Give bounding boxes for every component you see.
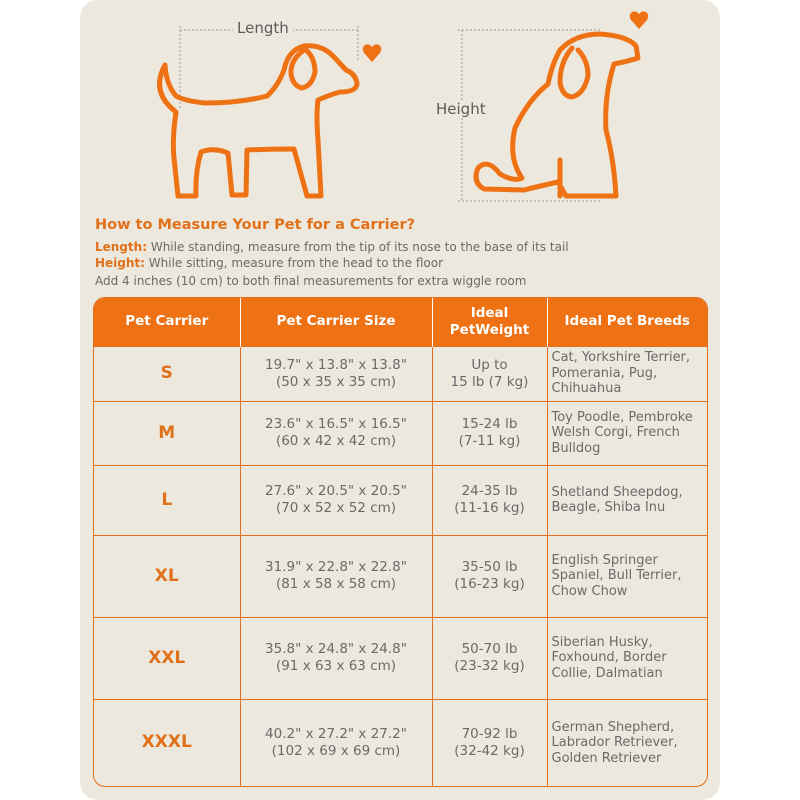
standing-dog-icon	[160, 46, 357, 196]
size-cell: M	[94, 401, 240, 465]
table-row	[94, 535, 707, 617]
dimensions-cell: 19.7" x 13.8" x 13.8" (50 x 35 x 35 cm)	[240, 346, 432, 401]
size-cell: XXXL	[94, 699, 240, 786]
dimensions-cell: 23.6" x 16.5" x 16.5" (60 x 42 x 42 cm)	[240, 401, 432, 465]
weight-cell: 50-70 lb (23-32 kg)	[432, 617, 547, 699]
weight-cell: 35-50 lb (16-23 kg)	[432, 535, 547, 617]
size-cell: XL	[94, 535, 240, 617]
header-ideal-breeds: Ideal Pet Breeds	[547, 298, 707, 346]
length-instruction	[95, 240, 569, 254]
table-header-row	[94, 298, 707, 346]
weight-cell: 70-92 lb (32-42 kg)	[432, 699, 547, 786]
length-text: While standing, measure from the tip of its nose to the base of its tail	[150, 240, 569, 254]
weight-cell: 24-35 lb (11-16 kg)	[432, 465, 547, 535]
weight-cell: Up to 15 lb (7 kg)	[432, 346, 547, 401]
table-row	[94, 465, 707, 535]
table-row	[94, 401, 707, 465]
dimensions-cell: 31.9" x 22.8" x 22.8" (81 x 58 x 58 cm)	[240, 535, 432, 617]
height-instruction	[95, 256, 443, 270]
breeds-cell: Shetland Sheepdog, Beagle, Shiba Inu	[547, 465, 707, 535]
header-carrier-size: Pet Carrier Size	[240, 298, 432, 346]
table-row	[94, 699, 707, 786]
table-row	[94, 617, 707, 699]
dimensions-cell: 27.6" x 20.5" x 20.5" (70 x 52 x 52 cm)	[240, 465, 432, 535]
length-label: Length	[233, 19, 293, 37]
guide-title: How to Measure Your Pet for a Carrier?	[95, 217, 416, 233]
size-table	[93, 297, 708, 787]
header-pet-carrier: Pet Carrier	[94, 298, 240, 346]
size-cell: L	[94, 465, 240, 535]
length-term: Length:	[95, 240, 147, 254]
breeds-cell: Cat, Yorkshire Terrier, Pomerania, Pug, Chihuahua	[547, 346, 707, 401]
measurement-illustration	[0, 0, 800, 215]
heart-icon	[630, 11, 649, 29]
height-term: Height:	[95, 256, 145, 270]
height-label: Height	[432, 100, 490, 118]
table-row	[94, 346, 707, 401]
dimensions-cell: 35.8" x 24.8" x 24.8" (91 x 63 x 63 cm)	[240, 617, 432, 699]
sitting-dog-icon	[476, 34, 638, 196]
weight-cell: 15-24 lb (7-11 kg)	[432, 401, 547, 465]
breeds-cell: Siberian Husky, Foxhound, Border Collie, Dalmatian	[547, 617, 707, 699]
size-cell: S	[94, 346, 240, 401]
header-ideal-weight: Ideal PetWeight	[432, 298, 547, 346]
breeds-cell: Toy Poodle, Pembroke Welsh Corgi, French Bulldog	[547, 401, 707, 465]
breeds-cell: German Shepherd, Labrador Retriever, Golden Retriever	[547, 699, 707, 786]
breeds-cell: English Springer Spaniel, Bull Terrier, Chow Chow	[547, 535, 707, 617]
extra-room-note: Add 4 inches (10 cm) to both final measurements for extra wiggle room	[95, 274, 527, 288]
heart-icon	[363, 44, 382, 62]
size-cell: XXL	[94, 617, 240, 699]
dimensions-cell: 40.2" x 27.2" x 27.2" (102 x 69 x 69 cm)	[240, 699, 432, 786]
height-text: While sitting, measure from the head to the floor	[148, 256, 444, 270]
